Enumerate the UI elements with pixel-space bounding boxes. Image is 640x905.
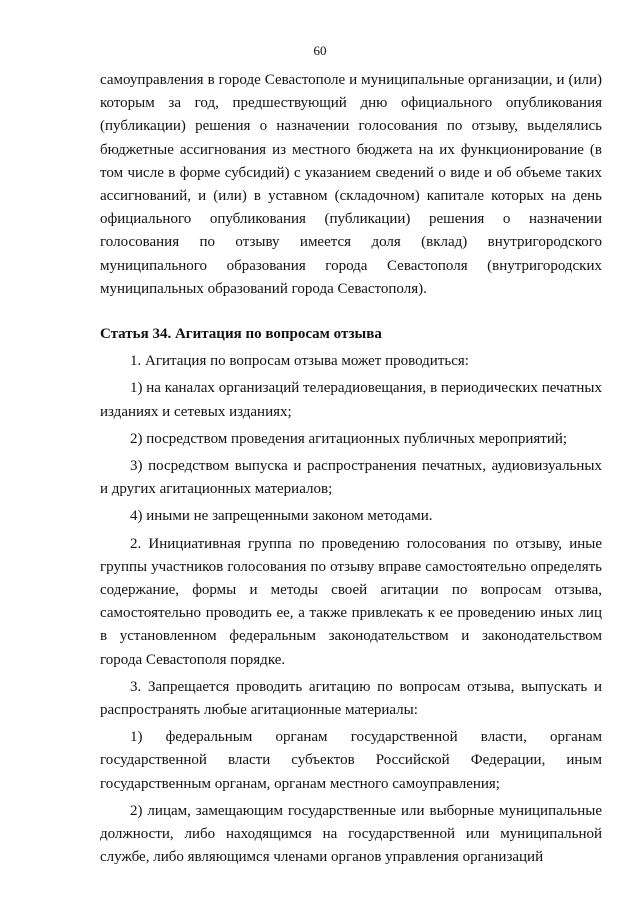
article-paragraph-3: 3. Запрещается проводить агитацию по вопросам отзыва, выпускать и распространять любые агитационные материалы: <box>100 678 602 719</box>
article-paragraph-1-1: 1) на каналах организаций телерадиовещания, в периодических печатных изданиях и сетевых изданиях; <box>100 380 602 420</box>
article-paragraph-3-1: 1) федеральным органам государственной власти, органам государственной власти субъектов Российской Федерации, иным государственным органам, органам местного самоуправления; <box>100 729 602 792</box>
article-paragraph-1-2: 2) посредством проведения агитационных публичных мероприятий; <box>130 430 568 447</box>
intro-paragraph: самоуправления в городе Севастополе и муниципальные организации, и (или) которым за год, предшествующий дню официального опубликования (публикации) решения о назначении голосования по отзыву, выделялись бюджетные ассигнования из местного бюджета на их функционирование (в том числе в форме субсидий) с указанием сведений о виде и об объеме таких ассигнований, и (или) в уставном (складочном) капитале которых на день официального опубликования (публикации) решения о назначении голосования по отзыву имеется доля (вклад) внутригородского муниципального образования города Севастополя (внутригородских муниципальных образований города Севастополя). <box>100 72 602 297</box>
article-paragraph-1-4: 4) иными не запрещенными законом методами. <box>130 508 433 525</box>
document-body <box>100 69 602 870</box>
article-paragraph-1-3: 3) посредством выпуска и распространения печатных, аудиовизуальных и других агитационных материалов; <box>100 458 602 498</box>
article-paragraph-1: 1. Агитация по вопросам отзыва может проводиться: <box>130 353 469 370</box>
page-number: 60 <box>313 43 327 58</box>
article-paragraph-2: 2. Инициативная группа по проведению голосования по отзыву, иные группы участников голосования по отзыву вправе самостоятельно определять содержание, формы и методы своей агитации по вопросам отзыва, самостоятельно проводить ее, а также привлекать к ее проведению иных лиц в установленном федеральным законодательством и законодательством города Севастополя порядке. <box>100 535 602 668</box>
article-heading: Статья 34. Агитация по вопросам отзыва <box>100 326 382 343</box>
article-paragraph-3-2: 2) лицам, замещающим государственные или выборные муниципальные должности, либо находящимся на государственной или муниципальной службе, либо являющимся членами органов управления организаций <box>100 802 602 866</box>
